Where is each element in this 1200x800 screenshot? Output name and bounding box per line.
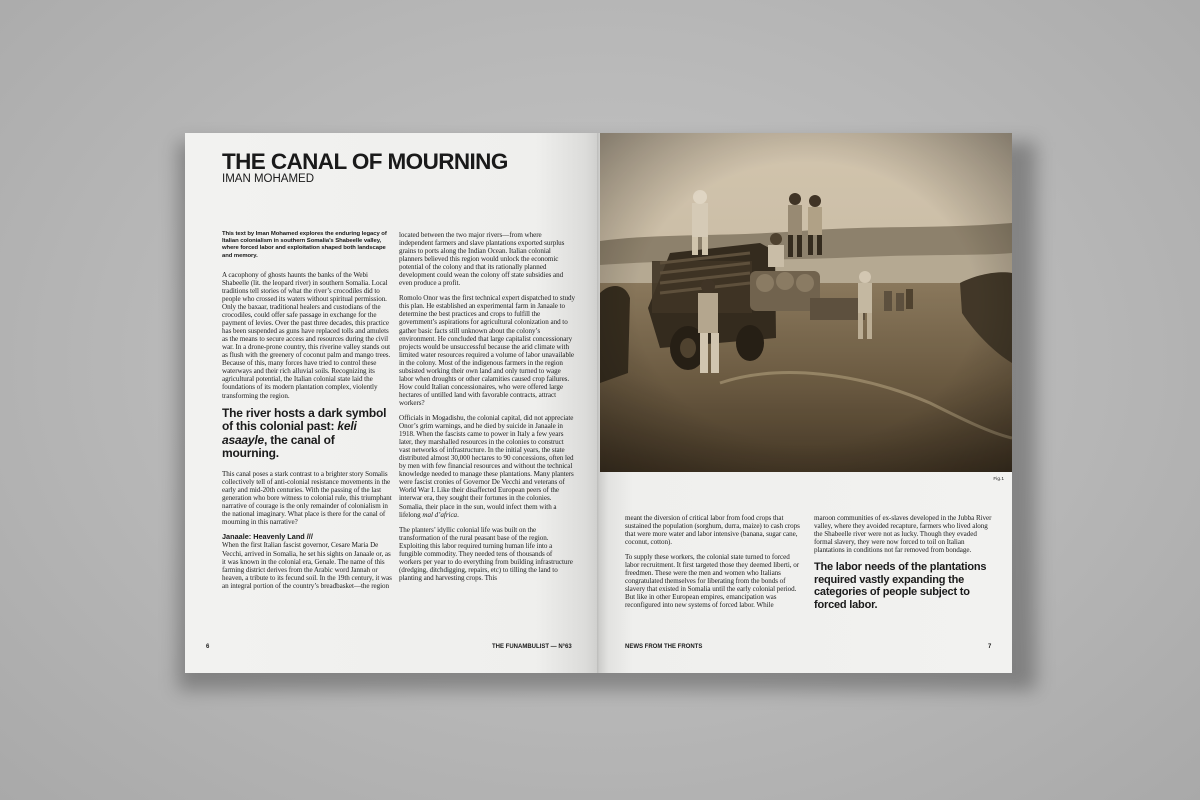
paragraph: located between the two major rivers—from where independent farmers and slave plantations exported surplus grains to ports along the Indian Ocean. Italian colonial planners believed this region would unlock the economic potential of the colony and that its rationally planned development could wean the colony off state subsidies and even produce a profit. — [399, 231, 565, 288]
left-page — [185, 133, 598, 673]
page-number-right: 7 — [988, 644, 992, 650]
paragraph: meant the diversion of critical labor from food crops that sustained the population (sorghum, durra, maize) to cash crops that were more water and labor intensive (banana, sugar cane, coconut, cotton). — [625, 514, 800, 547]
paragraph: This canal poses a stark contrast to a brighter story Somalis collectively tell of anti-colonial resistance movements in the early and mid-20th centuries. With the passing of the last generation who bore witness to colonial rule, this triumphant narrative of courage is the only remainder of colonialism in the national imaginary. What place is there for the canal of mourning in this narrative? — [222, 469, 392, 527]
pull-quote-text-b: , the canal of mourning. — [222, 432, 335, 461]
paragraph: When the first Italian fascist governor, Cesare Maria De Vecchi, arrived in Somalia, he set his sights on Janaale or, as it was known in the colonial era, Genale. The name of this farming district derives from the Arabic word Jannah or heaven, a tribute to its fecund soil. In the 19th century, it was an integral portion of the country’s breadbasket—the region — [222, 541, 392, 590]
right-page-column-2 — [814, 514, 992, 632]
paragraph — [399, 414, 576, 519]
right-page-column-1 — [625, 514, 805, 626]
paragraph: Romolo Onor was the first technical expert dispatched to study this plan. He established an experimental farm in Janaale to determine the best practices and crops to fulfill the government’s aspirations for agricultural colonization and to gather basic facts still unknown about the colony’s environment. He concluded that large capitalist concessionary projects would be unsuccessful because the arid climate with limited water resources required a volume of labor unavailable in the colony. Most of the indigenous farmers in the region subsisted working their own land and only turned to wage labor when droughts or other calamities caused crop failures. How could Italian concessionaires, who were offered large hectares of untilled land with favorable contracts, attract workers? — [399, 294, 575, 407]
left-page-column-2 — [399, 231, 576, 623]
subheading: Janaale: Heavenly Land /// — [222, 532, 313, 542]
paragraph: maroon communities of ex-slaves developed in the Jubba River valley, where they avoided recapture, farmers who lived along the Shabeelle river were not as lucky. Though they evaded formal slavery, they were now forced to toil on Italian plantations in conditions not far removed from bondage. — [814, 514, 992, 555]
paragraph: To supply these workers, the colonial state turned to forced labor recruitment. It first targeted those they deemed liberti, or freedmen. These were the men and women who Italians congratulated themselves for liberating from the bonds of slavery that existed in Somalia until the early colonial period. But like in other European empires, emancipation was reconfigured into new systems of forced labor. While — [625, 553, 800, 610]
paragraph: A cacophony of ghosts haunts the banks of the Webi Shabeelle (lit. the leopard river) in southern Somalia. Local traditions tell stories of what the river’s crocodiles did to people who crossed its waters without spiritual permission. Only the baxaar, traditional healers and custodians of the crocodiles, could offer safe passage in exchange for the payment of levies. Over the past three decades, this practice has been suspended as guns have replaced tolls and amulets as the means to secure access and resources during the civil war. In a drone-prone country, this riverine valley stands out as flush with the greenery of coconut palm and mango trees. Because of this, many forces have tried to control these waterways and their rich alluvial soils. Recognizing its agricultural potential, the Italian colonial state laid the foundations of its modern plantation complex, violently transforming the region. — [222, 270, 391, 400]
paragraph-emphasis: mal d’africa — [422, 510, 458, 519]
pull-quote — [222, 407, 392, 461]
article-title: THE CANAL OF MOURNING — [222, 149, 508, 174]
paragraph: The planters’ idyllic colonial life was built on the transformation of the rural peasant base of the region. Exploiting this labor required turning human life into a fungible commodity. They needed tens of thousands of workers per year to do everything from building infrastructure (dredging, ditchdigging, repairs, etc) to tilling the land to planting and harvesting crops. This — [399, 525, 573, 582]
paragraph-text: Officials in Mogadishu, the colonial capital, did not appreciate Onor’s grim warnings, and he died by suicide in Janaale in 1918. When the fascists came to power in Italy a few years later, they marshalled resources in the colonies to construct vast networks of infrastructure. In the initial years, the state distributed almost 30,000 hectares to 90 concessions, often led by men with few financial resources and without the technical knowledge needed to manage these plantations. Many planters were fascist cronies of Governor De Vecchi and veterans of World War I. Like their disaffected European peers of the interwar era, they sought their fortunes in the colonies. Somalia, their place in the sun, would infect them with a lifelong — [399, 413, 574, 519]
article-lead: This text by Iman Mohamed explores the enduring legacy of Italian colonialism in southern Somalia’s Shabeelle valley, where forced labor and exploitation shaped both landscape and memory. — [222, 231, 387, 259]
historical-photo-image — [600, 133, 1012, 472]
page-number-left: 6 — [206, 644, 210, 650]
pull-quote-text-a: The river hosts a dark symbol of this colonial past: — [222, 405, 387, 434]
figure-label: Fig.1 — [993, 477, 1004, 482]
right-page — [600, 133, 1012, 673]
article-author: IMAN MOHAMED — [222, 173, 314, 185]
historical-photo — [600, 133, 1012, 472]
left-page-column-1 — [222, 231, 392, 623]
pull-quote: The labor needs of the plantations required vastly expanding the categories of people subject to forced labor. — [814, 561, 987, 612]
magazine-footer: THE FUNAMBULIST — N°63 — [492, 644, 572, 650]
paragraph-text: . — [457, 510, 459, 519]
section-footer: NEWS FROM THE FRONTS — [625, 644, 703, 650]
pull-quote-emphasis: keli asaayle — [222, 419, 357, 447]
